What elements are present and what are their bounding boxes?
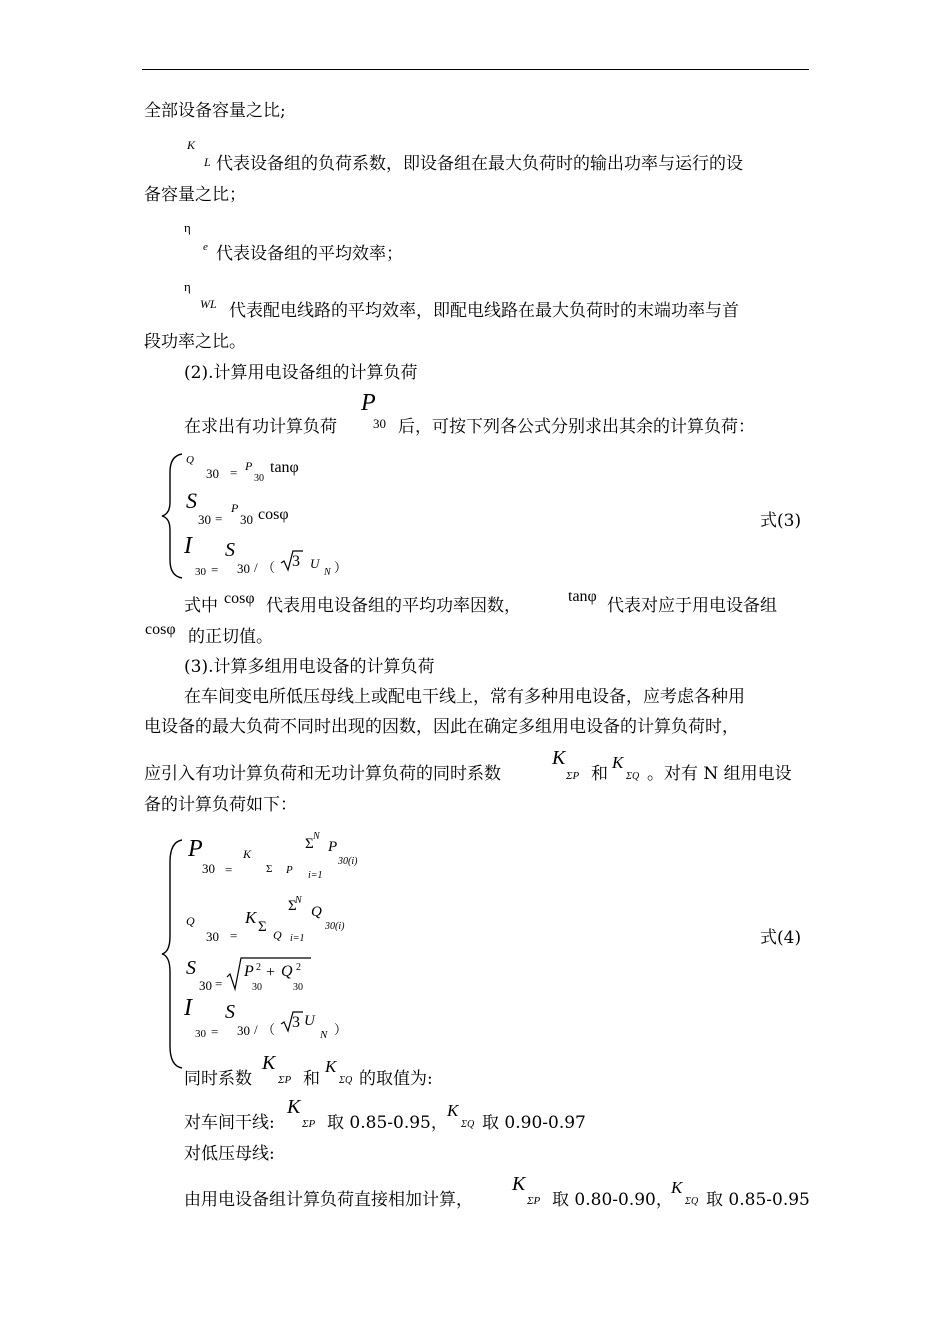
sum-value-q: 取 0.85-0.95 bbox=[706, 1190, 810, 1210]
subscript-30: 30 bbox=[198, 512, 211, 527]
text-line: 电设备的最大负荷不同时出现的因数，因此在确定多组用电设备的计算负荷时， bbox=[144, 717, 739, 737]
s-symbol: S bbox=[225, 539, 235, 561]
equals-sign: = bbox=[230, 928, 238, 943]
k-symbol: K bbox=[612, 753, 624, 772]
p-subscript: P bbox=[286, 864, 293, 876]
q-symbol: Q bbox=[281, 963, 293, 980]
cos-desc-d: 的正切值。 bbox=[188, 627, 273, 647]
k-subscript: ΣQ bbox=[461, 1119, 475, 1130]
equation-label: 式(3) bbox=[760, 511, 802, 531]
tan-function: tanφ bbox=[270, 459, 299, 476]
text-line: 应引入有功计算负荷和无功计算负荷的同时系数 bbox=[144, 764, 501, 784]
tan-function: tanφ bbox=[568, 588, 597, 605]
summation-icon: Σ bbox=[305, 836, 314, 852]
i-symbol: I bbox=[184, 533, 192, 559]
subscript-30: 30 bbox=[199, 978, 212, 993]
superscript-2: 2 bbox=[256, 962, 261, 973]
cos-function: cosφ bbox=[258, 506, 289, 523]
cos-function: cosφ bbox=[224, 590, 255, 607]
left-paren: （ bbox=[262, 560, 276, 575]
k-symbol: K bbox=[671, 1178, 683, 1197]
summation-lower: i=1 bbox=[308, 870, 323, 881]
p-symbol: P bbox=[328, 839, 338, 855]
header-rule bbox=[142, 69, 809, 70]
q-subscript: Q bbox=[273, 928, 282, 942]
eta-wl-definition-line2: 段功率之比。 bbox=[144, 332, 246, 352]
cos-function: cosφ bbox=[145, 621, 176, 638]
n-subscript: N bbox=[324, 567, 331, 578]
p-symbol: P bbox=[245, 459, 253, 473]
cos-desc-b: 代表用电设备组的平均功率因数， bbox=[266, 596, 521, 616]
equals-sign: = bbox=[230, 465, 238, 480]
k-symbol: K bbox=[447, 1101, 459, 1120]
sigma-subscript: Σ bbox=[258, 919, 267, 935]
sec2-intro-b: 后，可按下列各公式分别求出其余的计算负荷： bbox=[398, 417, 755, 437]
eta-wl-subscript: WL bbox=[200, 297, 217, 311]
trunk-value-q: 取 0.90-0.97 bbox=[482, 1113, 586, 1133]
k-symbol: K bbox=[262, 1052, 276, 1074]
cos-desc-c: 代表对应于用电设备组 bbox=[607, 596, 777, 616]
subscript-30: 30 bbox=[240, 512, 253, 527]
division-slash: / bbox=[254, 1022, 258, 1037]
s-symbol: S bbox=[186, 957, 196, 979]
p-symbol: P bbox=[188, 836, 203, 862]
eta-e-definition: 代表设备组的平均效率； bbox=[216, 244, 403, 264]
eta-symbol: η bbox=[184, 279, 191, 294]
subscript-30: 30 bbox=[252, 982, 262, 993]
subscript-30: 30 bbox=[202, 861, 215, 876]
p-symbol: P bbox=[231, 501, 239, 515]
subscript-30i: 30(i) bbox=[338, 856, 358, 867]
subscript-30i: 30(i) bbox=[325, 921, 345, 932]
subscript-30: 30 bbox=[206, 929, 219, 944]
k-subscript: ΣQ bbox=[626, 771, 640, 782]
text-line: 在车间变电所低压母线上或配电干线上，常有多种用电设备，应考虑各种用 bbox=[184, 687, 745, 707]
trunk-value-p: 取 0.85-0.95， bbox=[327, 1113, 448, 1133]
k-subscript: ΣQ bbox=[339, 1075, 353, 1086]
kl-definition-line2: 备容量之比； bbox=[144, 185, 246, 205]
subscript-30: 30 bbox=[237, 561, 250, 576]
u-symbol: U bbox=[310, 556, 320, 571]
equals-sign: = bbox=[225, 862, 233, 877]
left-paren: （ bbox=[262, 1022, 276, 1037]
root-value: 3 bbox=[292, 1014, 300, 1031]
coef-intro-a: 同时系数 bbox=[184, 1069, 252, 1089]
subscript-30: 30 bbox=[206, 466, 219, 481]
u-symbol: U bbox=[304, 1013, 315, 1029]
k-subscript: ΣP bbox=[527, 1195, 541, 1207]
cos-desc-a: 式中 bbox=[184, 596, 218, 616]
q-symbol: Q bbox=[311, 904, 322, 920]
k-subscript: ΣQ bbox=[685, 1196, 699, 1207]
plus-sign: + bbox=[266, 964, 276, 981]
k-symbol: K bbox=[287, 1096, 301, 1118]
section-heading: (2).计算用电设备组的计算负荷 bbox=[184, 363, 418, 383]
equals-sign: = bbox=[215, 511, 223, 526]
trunk-label: 对车间干线: bbox=[184, 1113, 275, 1133]
summation-icon: Σ bbox=[288, 898, 297, 914]
summation-upper: N bbox=[313, 831, 320, 842]
equals-sign: = bbox=[211, 562, 219, 577]
text-line: 全部设备容量之比; bbox=[144, 101, 286, 121]
summation-upper: N bbox=[295, 895, 302, 906]
subscript-30: 30 bbox=[254, 473, 264, 484]
kl-symbol: K bbox=[187, 138, 196, 152]
text-line: 和 bbox=[591, 764, 608, 784]
eta-e-subscript: e bbox=[203, 241, 208, 253]
i-symbol: I bbox=[184, 995, 192, 1021]
division-slash: / bbox=[254, 560, 258, 575]
q-symbol: Q bbox=[186, 454, 194, 466]
lowbus-label: 对低压母线: bbox=[184, 1144, 275, 1164]
k-symbol: K bbox=[512, 1173, 526, 1195]
equals-sign: = bbox=[215, 976, 223, 991]
s-symbol: S bbox=[186, 488, 197, 513]
sec2-intro-a: 在求出有功计算负荷 bbox=[184, 417, 337, 437]
k-symbol: K bbox=[325, 1057, 337, 1076]
left-brace bbox=[160, 838, 184, 1070]
sigma-subscript: Σ bbox=[266, 863, 273, 875]
p-symbol: P bbox=[244, 963, 254, 980]
kl-definition-line1: 代表设备组的负荷系数，即设备组在最大负荷时的输出功率与运行的设 bbox=[216, 154, 743, 174]
equals-sign: = bbox=[211, 1024, 219, 1039]
section-heading: (3).计算多组用电设备的计算负荷 bbox=[184, 657, 435, 677]
coef-intro-c: 的取值为: bbox=[359, 1069, 433, 1089]
text-line: 。对有 N 组用电设 bbox=[647, 764, 792, 784]
summation-lower: i=1 bbox=[290, 933, 305, 944]
superscript-2: 2 bbox=[296, 962, 301, 973]
subscript-30: 30 bbox=[195, 566, 206, 578]
subscript-30: 30 bbox=[195, 1028, 206, 1040]
k-symbol: K bbox=[552, 747, 566, 769]
q-symbol: Q bbox=[186, 914, 195, 928]
n-subscript: N bbox=[320, 1029, 328, 1041]
p-subscript: 30 bbox=[373, 416, 386, 431]
text-line: 备的计算负荷如下： bbox=[144, 795, 297, 815]
sum-value-p: 取 0.80-0.90， bbox=[552, 1190, 673, 1210]
k-subscript: ΣP bbox=[566, 770, 580, 782]
left-brace bbox=[160, 452, 184, 580]
root-value: 3 bbox=[292, 553, 300, 570]
sum-text: 由用电设备组计算负荷直接相加计算， bbox=[184, 1190, 473, 1210]
eta-wl-definition-line1: 代表配电线路的平均效率，即配电线路在最大负荷时的末端功率与首 bbox=[229, 301, 739, 321]
coef-intro-b: 和 bbox=[303, 1069, 320, 1089]
k-subscript: ΣP bbox=[302, 1118, 316, 1130]
subscript-30: 30 bbox=[237, 1023, 250, 1038]
k-symbol: K bbox=[243, 847, 252, 861]
equation-label: 式(4) bbox=[760, 928, 802, 948]
eta-symbol: η bbox=[184, 220, 191, 235]
k-subscript: ΣP bbox=[278, 1074, 292, 1086]
k-symbol: K bbox=[245, 908, 257, 927]
kl-subscript: L bbox=[204, 155, 211, 169]
p-symbol: P bbox=[361, 390, 376, 416]
subscript-30: 30 bbox=[293, 982, 303, 993]
right-paren: ） bbox=[334, 1022, 348, 1037]
s-symbol: S bbox=[225, 1001, 235, 1023]
right-paren: ） bbox=[334, 560, 348, 575]
